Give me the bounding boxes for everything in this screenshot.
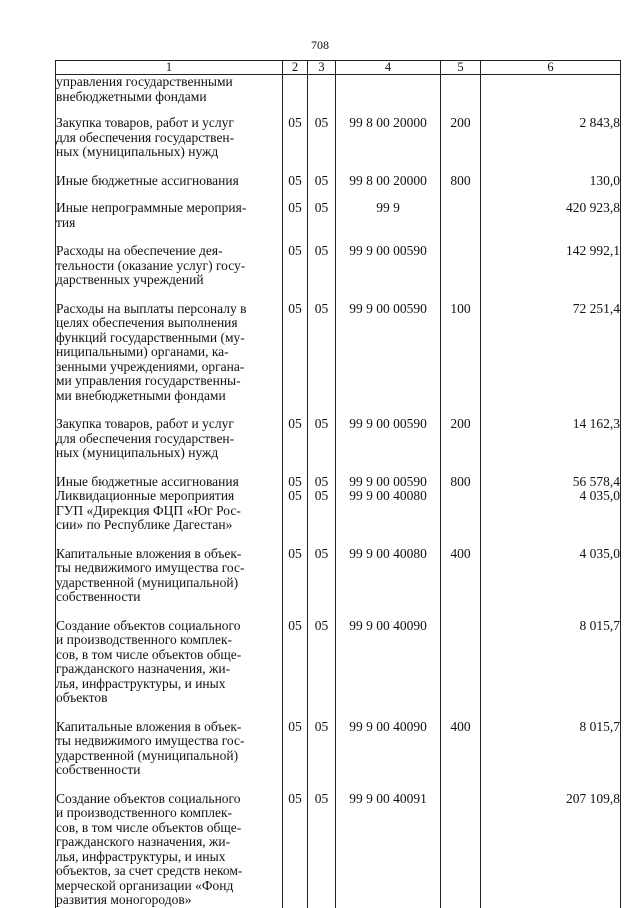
- expense-type-cell: [441, 244, 481, 302]
- row-name-cell: Капитальные вложения в объек- ты недвижимого имущества гос- ударственной (муниципальной) собственности: [56, 547, 283, 619]
- target-article-cell: 99 9 00 40080: [336, 547, 441, 619]
- column-header-1: 1: [56, 61, 283, 75]
- table-row: [56, 75, 621, 117]
- expense-type-cell: [441, 619, 481, 720]
- expense-type-cell: 100: [441, 302, 481, 418]
- budget-table: [55, 60, 621, 908]
- amount-cell: 2 843,8: [481, 116, 621, 174]
- row-name-cell: Расходы на выплаты персоналу в целях обеспечения выполнения функций государственными (му- ниципальными) органами, ка- зенными учреждениями, органа- ми управления государственны- ми внебюджетными фондами: [56, 302, 283, 418]
- subsection-code-cell: 05: [308, 792, 336, 908]
- row-name-cell: Создание объектов социального и производственного комплек- сов, в том числе объектов обще- гражданского назначения, жи- лья, инфраструктуры, и иных объектов, за счет средств неком- мерческой организации «Фонд развития моногородов»: [56, 792, 283, 908]
- expense-type-cell: 400: [441, 547, 481, 619]
- table-row: [56, 792, 621, 908]
- row-name-cell: Создание объектов социального и производственного комплек- сов, в том числе объектов обще- гражданского назначения, жи- лья, инфраструктуры, и иных объектов: [56, 619, 283, 720]
- row-name-cell: Капитальные вложения в объек- ты недвижимого имущества гос- ударственной (муниципальной) собственности: [56, 720, 283, 792]
- row-name-cell: Иные бюджетные ассигнования: [56, 475, 283, 490]
- target-article-cell: 99 8 00 20000: [336, 174, 441, 202]
- section-code-cell: 05: [283, 792, 308, 908]
- section-code-cell: [283, 75, 308, 117]
- subsection-code-cell: 05: [308, 720, 336, 792]
- table-row: [56, 116, 621, 174]
- row-name-cell: Иные бюджетные ассигнования: [56, 174, 283, 202]
- target-article-cell: 99 9 00 00590: [336, 302, 441, 418]
- expense-type-cell: 200: [441, 116, 481, 174]
- subsection-code-cell: 05: [308, 302, 336, 418]
- section-code-cell: 05: [283, 244, 308, 302]
- section-code-cell: 05: [283, 174, 308, 202]
- table-row: [56, 302, 621, 418]
- target-article-cell: 99 9 00 00590: [336, 244, 441, 302]
- table-header-row: [56, 61, 621, 75]
- subsection-code-cell: 05: [308, 489, 336, 547]
- expense-type-cell: [441, 792, 481, 908]
- row-name-cell: Иные непрограммные мероприя- тия: [56, 201, 283, 244]
- section-code-cell: 05: [283, 547, 308, 619]
- table-row: [56, 720, 621, 792]
- row-name-cell: Ликвидационные мероприятия ГУП «Дирекция ФЦП «Юг Рос- сии» по Республике Дагестан»: [56, 489, 283, 547]
- table-row: [56, 417, 621, 475]
- row-name-cell: управления государственными внебюджетными фондами: [56, 75, 283, 117]
- subsection-code-cell: 05: [308, 417, 336, 475]
- row-name-cell: Закупка товаров, работ и услуг для обеспечения государствен- ных (муниципальных) нужд: [56, 116, 283, 174]
- target-article-cell: 99 9 00 00590: [336, 417, 441, 475]
- subsection-code-cell: 05: [308, 201, 336, 244]
- row-name-cell: Закупка товаров, работ и услуг для обеспечения государствен- ных (муниципальных) нужд: [56, 417, 283, 475]
- column-header-5: 5: [441, 61, 481, 75]
- table-row: [56, 174, 621, 202]
- expense-type-cell: 400: [441, 720, 481, 792]
- subsection-code-cell: 05: [308, 116, 336, 174]
- subsection-code-cell: 05: [308, 174, 336, 202]
- table-row: [56, 201, 621, 244]
- table-row: [56, 619, 621, 720]
- table-row: [56, 547, 621, 619]
- target-article-cell: 99 9 00 00590: [336, 475, 441, 490]
- amount-cell: 130,0: [481, 174, 621, 202]
- target-article-cell: 99 9 00 40091: [336, 792, 441, 908]
- table-row: [56, 244, 621, 302]
- target-article-cell: 99 9 00 40090: [336, 619, 441, 720]
- expense-type-cell: [441, 489, 481, 547]
- column-header-4: 4: [336, 61, 441, 75]
- subsection-code-cell: 05: [308, 244, 336, 302]
- section-code-cell: 05: [283, 302, 308, 418]
- target-article-cell: 99 9 00 40080: [336, 489, 441, 547]
- amount-cell: 142 992,1: [481, 244, 621, 302]
- amount-cell: [481, 75, 621, 117]
- amount-cell: 420 923,8: [481, 201, 621, 244]
- section-code-cell: 05: [283, 417, 308, 475]
- expense-type-cell: 800: [441, 174, 481, 202]
- amount-cell: 4 035,0: [481, 489, 621, 547]
- section-code-cell: 05: [283, 116, 308, 174]
- expense-type-cell: [441, 201, 481, 244]
- column-header-3: 3: [308, 61, 336, 75]
- amount-cell: 72 251,4: [481, 302, 621, 418]
- subsection-code-cell: 05: [308, 547, 336, 619]
- amount-cell: 8 015,7: [481, 619, 621, 720]
- expense-type-cell: 200: [441, 417, 481, 475]
- section-code-cell: 05: [283, 720, 308, 792]
- amount-cell: 14 162,3: [481, 417, 621, 475]
- amount-cell: 4 035,0: [481, 547, 621, 619]
- amount-cell: 207 109,8: [481, 792, 621, 908]
- column-header-6: 6: [481, 61, 621, 75]
- amount-cell: 56 578,4: [481, 475, 621, 490]
- subsection-code-cell: 05: [308, 619, 336, 720]
- expense-type-cell: 800: [441, 475, 481, 490]
- table-row: [56, 475, 621, 490]
- target-article-cell: 99 9 00 40090: [336, 720, 441, 792]
- target-article-cell: 99 9: [336, 201, 441, 244]
- section-code-cell: 05: [283, 619, 308, 720]
- section-code-cell: 05: [283, 489, 308, 547]
- expense-type-cell: [441, 75, 481, 117]
- page-number: 708: [311, 38, 329, 52]
- section-code-cell: 05: [283, 475, 308, 490]
- row-name-cell: Расходы на обеспечение дея- тельности (оказание услуг) госу- дарственных учреждений: [56, 244, 283, 302]
- subsection-code-cell: 05: [308, 475, 336, 490]
- column-header-2: 2: [283, 61, 308, 75]
- target-article-cell: 99 8 00 20000: [336, 116, 441, 174]
- section-code-cell: 05: [283, 201, 308, 244]
- target-article-cell: [336, 75, 441, 117]
- amount-cell: 8 015,7: [481, 720, 621, 792]
- table-body: [56, 75, 621, 908]
- subsection-code-cell: [308, 75, 336, 117]
- table-row: [56, 489, 621, 547]
